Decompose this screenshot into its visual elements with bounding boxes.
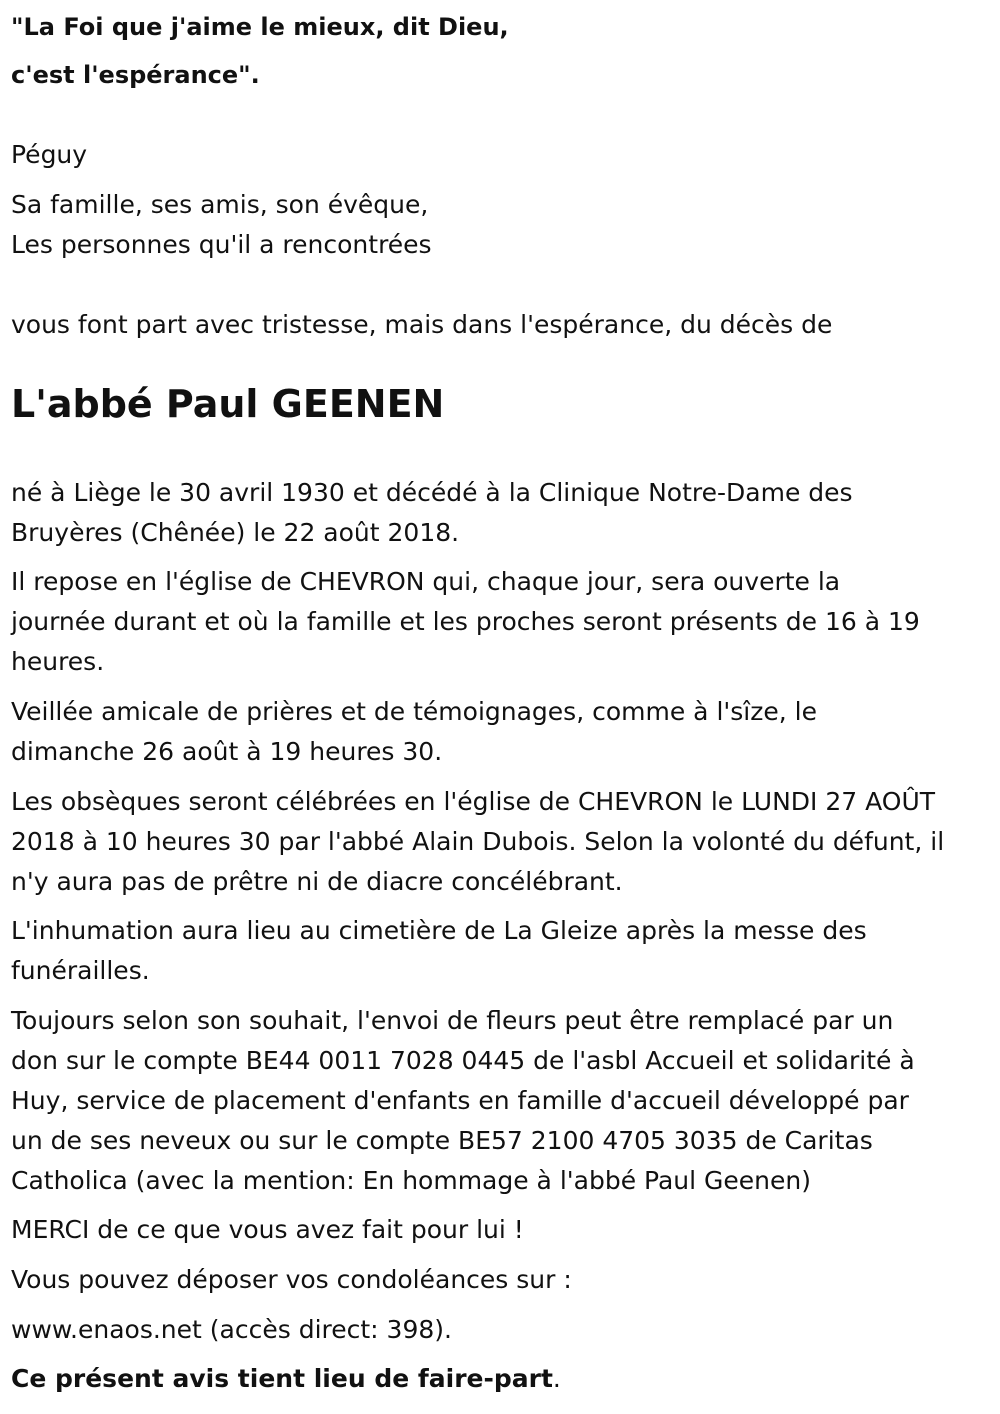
paragraph-line: n'y aura pas de prêtre ni de diacre concélébrant. (11, 867, 623, 896)
donation-paragraph (11, 1001, 989, 1201)
paragraph-line: Il repose en l'église de CHEVRON qui, chaque jour, sera ouverte la (11, 567, 841, 596)
quote-line-2: c'est l'espérance". (11, 61, 260, 89)
paragraph-line: Veillée amicale de prières et de témoignages, comme à l'sîze, le (11, 697, 817, 726)
family-line-1: Sa famille, ses amis, son évêque, (11, 190, 429, 219)
paragraph-line: Bruyères (Chênée) le 22 août 2018. (11, 518, 460, 547)
paragraph-line: 2018 à 10 heures 30 par l'abbé Alain Dubois. Selon la volonté du défunt, il (11, 827, 945, 856)
paragraph-line: un de ses neveux ou sur le compte BE57 2100 4705 3035 de Caritas (11, 1126, 873, 1155)
paragraph-line: dimanche 26 août à 19 heures 30. (11, 737, 443, 766)
vigil-paragraph (11, 692, 989, 772)
quote-line-1: "La Foi que j'aime le mieux, dit Dieu, (11, 13, 509, 41)
thanks-line: MERCI de ce que vous avez fait pour lui ! (11, 1215, 524, 1244)
condolences-line: Vous pouvez déposer vos condoléances sur : (11, 1265, 572, 1294)
paragraph-line: Toujours selon son souhait, l'envoi de fleurs peut être remplacé par un (11, 1006, 894, 1035)
funeral-paragraph (11, 782, 989, 902)
faire-part-notice-period: . (552, 1364, 561, 1393)
family-block (11, 185, 989, 265)
family-line-2: Les personnes qu'il a rencontrées (11, 230, 432, 259)
quote-author: Péguy (11, 140, 88, 169)
paragraph-line: don sur le compte BE44 0011 7028 0445 de l'asbl Accueil et solidarité à (11, 1046, 915, 1075)
paragraph-line: Les obsèques seront célébrées en l'église de CHEVRON le LUNDI 27 AOÛT (11, 787, 936, 816)
paragraph-line: funérailles. (11, 956, 150, 985)
paragraph-line: Catholica (avec la mention: En hommage à l'abbé Paul Geenen) (11, 1166, 811, 1195)
rest-paragraph (11, 562, 989, 682)
paragraph-line: journée durant et où la famille et les proches seront présents de 16 à 19 (11, 607, 920, 636)
faire-part-notice-bold: Ce présent avis tient lieu de faire-part (11, 1364, 553, 1393)
burial-paragraph (11, 911, 989, 991)
faire-part-notice (11, 1359, 989, 1399)
announcement: vous font part avec tristesse, mais dans l'espérance, du décès de (11, 310, 833, 339)
paragraph-line: Huy, service de placement d'enfants en famille d'accueil développé par (11, 1086, 909, 1115)
paragraph-line: L'inhumation aura lieu au cimetière de La Gleize après la messe des (11, 916, 867, 945)
birth-death-paragraph (11, 473, 989, 553)
paragraph-line: né à Liège le 30 avril 1930 et décédé à la Clinique Notre-Dame des (11, 478, 853, 507)
condolences-website-link[interactable]: www.enaos.net (accès direct: 398). (11, 1315, 452, 1344)
deceased-name: L'abbé Paul GEENEN (11, 382, 445, 426)
paragraph-line: heures. (11, 647, 105, 676)
